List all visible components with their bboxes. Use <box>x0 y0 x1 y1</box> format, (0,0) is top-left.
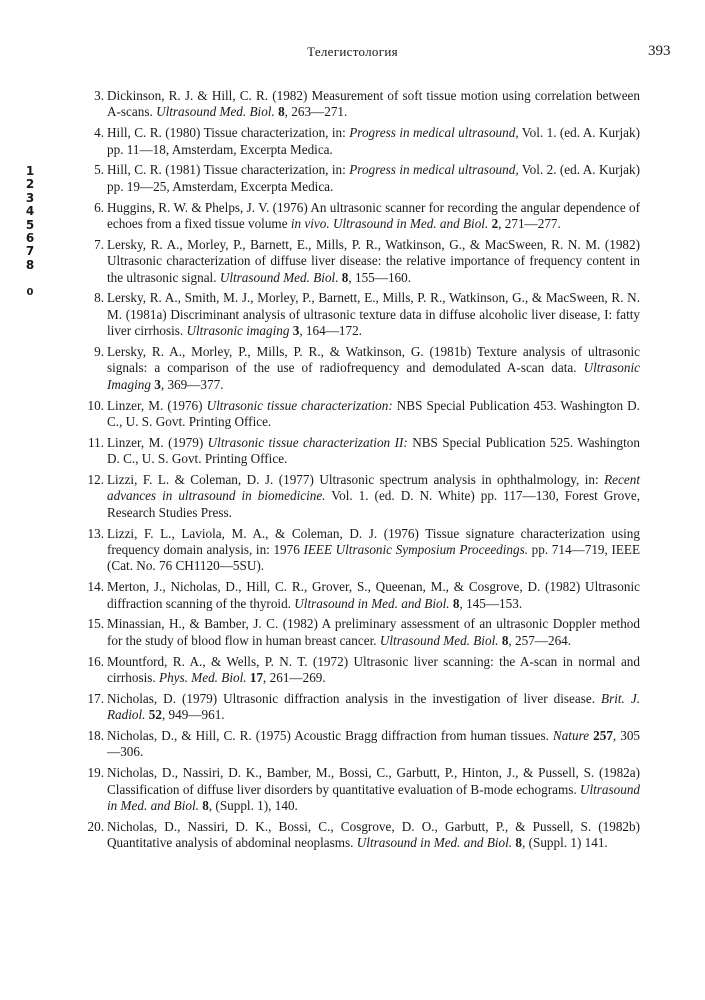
reference-number: 15. <box>87 616 104 632</box>
reference-source-title: Recent advances in ultrasound in biomedicine. <box>107 472 640 504</box>
reference-source-title: Progress in medical ultrasound, <box>349 125 519 141</box>
reference-volume: 52 <box>148 707 162 723</box>
reference-entry <box>82 579 640 612</box>
reference-source-title: Progress in medical ultrasound, <box>349 162 519 178</box>
reference-text: Nicholas, D. (1979) Ultrasonic diffraction analysis in the investigation of liver disease. <box>107 690 602 706</box>
reference-source-title: Ultrasonic tissue characterization II: <box>207 434 408 450</box>
reference-entry <box>82 728 640 761</box>
margin-number: 2 <box>25 177 35 192</box>
reference-entry <box>82 162 640 195</box>
reference-volume: 8 <box>501 632 509 648</box>
margin-number: 0 <box>26 287 34 299</box>
reference-text: , 164—172. <box>299 323 362 339</box>
reference-text: Nicholas, D., Nassiri, D. K., Bamber, M., Bossi, C., Garbutt, P., Hinton, J., & Pussell, S. (1982a) Classification of diffuse liver disorders by quantitative evaluation of B-mode echograms. <box>107 765 640 797</box>
reference-text: , 155—160. <box>348 269 412 285</box>
reference-text: Minassian, H., & Bamber, J. C. (1982) A preliminary assessment of an ultrasonic Doppler method for the study of blood flow in human breast cancer. <box>107 616 640 648</box>
reference-entry <box>82 472 640 521</box>
reference-entry <box>82 526 640 575</box>
reference-number: 9. <box>94 344 104 360</box>
reference-text: Hill, C. R. (1981) Tissue characterization, in: <box>107 162 350 178</box>
reference-text: Lersky, R. A., Morley, P., Barnett, E., Mills, P. R., Watkinson, G., & MacSween, R. N. M. (1982) Ultrasonic characterization of diffuse liver disease: the relative importance of frequency content in the ultrasonic signal. <box>107 236 640 285</box>
reference-entry <box>82 691 640 724</box>
reference-number: 5. <box>94 162 104 178</box>
page-number: 393 <box>648 43 671 59</box>
reference-source-title: Ultrasound in Med. and Biol. <box>356 835 513 851</box>
reference-source-title: Ultrasonic Imaging <box>107 360 640 392</box>
reference-text: Merton, J., Nicholas, D., Hill, C. R., Grover, S., Queenan, M., & Cosgrove, D. (1982) Ultrasonic diffraction scanning of the thyroid. <box>107 579 640 611</box>
reference-text: , 271—277. <box>498 216 561 232</box>
reference-text: Lizzi, F. L. & Coleman, D. J. (1977) Ultrasonic spectrum analysis in ophthalmology, in: <box>107 472 605 488</box>
reference-text: Lersky, R. A., Morley, P., Mills, P. R., & Watkinson, G. (1981b) Texture analysis of ultrasonic signals: a comparison of the use of radiofrequency and demodulated A-scan data. <box>107 344 640 376</box>
reference-volume: 8 <box>202 798 209 814</box>
reference-entry <box>82 290 640 339</box>
reference-entry <box>82 237 640 286</box>
reference-source-title: Ultrasound in Med. and Biol. <box>294 595 450 611</box>
reference-entry <box>82 200 640 233</box>
reference-text: Lersky, R. A., Smith, M. J., Morley, P., Barnett, E., Mills, P. R., Watkinson, G., & MacSween, R. N. M. (1981a) Discriminant analysis of ultrasonic texture data in diffuse alcoholic liver disease, I: fatty liver cirrhosis. <box>107 290 640 339</box>
reference-number: 6. <box>94 199 104 215</box>
reference-source-title: Ultrasound Med. Biol. <box>156 104 275 120</box>
reference-text: Dickinson, R. J. & Hill, C. R. (1982) Measurement of soft tissue motion using correlation between A-scans. <box>107 88 640 120</box>
reference-source-title: Brit. J. Radiol. <box>107 690 640 723</box>
reference-text: Vol. 1. (ed. D. N. White) pp. 117—130, Forest Grove, Research Studies Press. <box>107 488 641 520</box>
reference-source-title: Ultrasound Med. Biol. <box>219 269 339 285</box>
reference-list <box>82 88 640 856</box>
reference-source-title: Nature <box>552 728 590 744</box>
reference-number: 19. <box>87 765 104 781</box>
reference-text: , 305—306. <box>107 728 641 760</box>
reference-text: Linzer, M. (1979) <box>107 434 208 450</box>
reference-source-title: Ultrasonic tissue characterization: <box>206 397 393 413</box>
reference-volume: 8 <box>452 595 460 611</box>
reference-volume: 8 <box>278 104 285 120</box>
reference-number: 20. <box>87 818 104 834</box>
reference-text: Vol. 2. (ed. A. Kurjak) pp. 19—25, Amsterdam, Excerpta Medica. <box>107 162 640 194</box>
reference-entry <box>82 654 640 687</box>
reference-number: 4. <box>94 125 104 141</box>
reference-number: 11. <box>88 434 104 450</box>
reference-text: , 263—271. <box>284 104 348 120</box>
reference-number: 17. <box>87 690 104 706</box>
reference-entry <box>82 125 640 158</box>
reference-number: 18. <box>87 728 104 744</box>
reference-text: Hill, C. R. (1980) Tissue characterization, in: <box>107 125 350 141</box>
reference-source-title: Ultrasonic imaging <box>186 323 290 339</box>
reference-volume: 8 <box>515 835 522 851</box>
reference-volume: 257 <box>593 728 613 744</box>
reference-text: , (Suppl. 1), 140. <box>208 798 298 814</box>
reference-text: Nicholas, D., & Hill, C. R. (1975) Acoustic Bragg diffraction from human tissues. <box>107 728 553 744</box>
reference-entry <box>82 435 640 468</box>
reference-text: Lizzi, F. L., Laviola, M. A., & Coleman, D. J. (1976) Tissue signature characterization using frequency domain analysis, in: 1976 <box>107 525 640 558</box>
reference-entry <box>82 344 640 393</box>
reference-number: 8. <box>94 290 104 306</box>
reference-entry <box>82 398 640 431</box>
reference-entry <box>82 616 640 649</box>
reference-text: NBS Special Publication 525. Washington D. C., U. S. Govt. Printing Office. <box>107 434 640 467</box>
reference-number: 3. <box>94 88 104 103</box>
reference-source-title: in vivo. Ultrasound in Med. and Biol. <box>290 216 489 232</box>
reference-entry <box>82 765 640 814</box>
reference-text: , 949—961. <box>161 707 225 723</box>
reference-volume: 3 <box>154 376 161 392</box>
reference-number: 13. <box>87 525 104 541</box>
margin-number: 8 <box>25 257 35 272</box>
margin-number: 4 <box>25 204 35 219</box>
reference-text: , (Suppl. 1) 141. <box>522 835 608 851</box>
margin-number: 3 <box>25 190 35 205</box>
running-title: Телегистология <box>307 44 398 59</box>
reference-text: , 261—269. <box>263 670 326 686</box>
reference-number: 16. <box>87 653 104 669</box>
reference-text: Vol. 1. (ed. A. Kurjak) pp. 11—18, Amsterdam, Excerpta Medica. <box>107 125 640 157</box>
reference-text: , 257—264. <box>508 632 572 648</box>
margin-number: 1 <box>25 164 35 178</box>
reference-entry <box>82 88 640 121</box>
reference-volume: 2 <box>491 216 499 232</box>
reference-text: , 369—377. <box>160 376 224 392</box>
reference-text: Nicholas, D., Nassiri, D. K., Bossi, C., Cosgrove, D. O., Garbutt, P., & Pussell, S. (1982b) Quantitative analysis of abdominal neoplasms. <box>107 818 640 851</box>
reference-text: Mountford, R. A., & Wells, P. N. T. (1972) Ultrasonic liver scanning: the A-scan in normal and cirrhosis. <box>107 653 640 686</box>
reference-volume: 3 <box>292 323 300 339</box>
margin-number: 6 <box>25 231 35 246</box>
reference-text: Linzer, M. (1976) <box>107 397 207 413</box>
reference-number: 14. <box>87 579 104 595</box>
reference-text: pp. 714—719, IEEE (Cat. No. 76 CH1120—5SU). <box>107 542 640 574</box>
reference-text: , 145—153. <box>459 595 523 611</box>
reference-text: Huggins, R. W. & Phelps, J. V. (1976) An ultrasonic scanner for recording the angular dependence of echoes from a fixed tissue volume <box>107 199 640 232</box>
reference-source-title: Phys. Med. Biol. <box>159 670 247 686</box>
reference-entry <box>82 819 640 852</box>
margin-number: 5 <box>25 217 35 232</box>
margin-number: 7 <box>25 244 35 259</box>
reference-number: 12. <box>87 472 104 488</box>
reference-volume: 17 <box>249 670 264 686</box>
reference-number: 7. <box>94 236 104 252</box>
reference-volume: 8 <box>341 269 349 285</box>
reference-source-title: IEEE Ultrasonic Symposium Proceedings. <box>303 542 529 558</box>
reference-number: 10. <box>87 397 104 413</box>
margin-line-numbers <box>22 165 38 300</box>
reference-source-title: Ultrasound in Med. and Biol. <box>107 781 641 814</box>
reference-source-title: Ultrasound Med. Biol. <box>379 632 499 648</box>
reference-text: NBS Special Publication 453. Washington D. C., U. S. Govt. Printing Office. <box>107 397 640 430</box>
